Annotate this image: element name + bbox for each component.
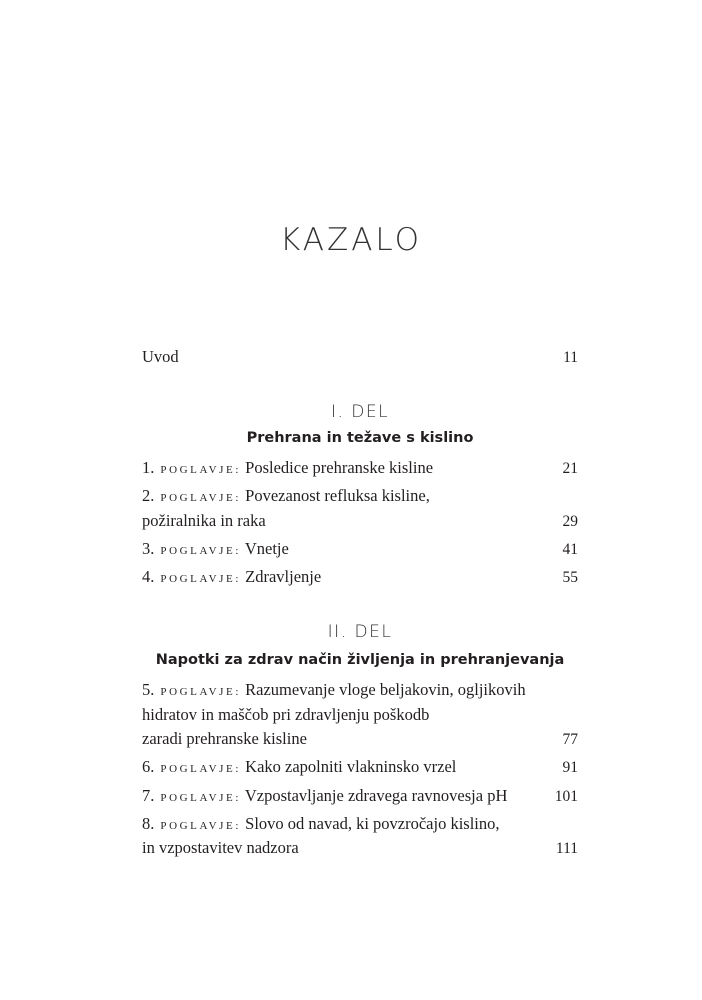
toc-entry-chapter-6[interactable] [142,756,578,780]
chapter-title: Slovo od navad, ki povzročajo kislino, [245,814,500,833]
toc-entry-chapter-8[interactable] [142,813,578,837]
toc-entry-label: Uvod [142,347,179,366]
chapter-title: Zdravljenje [245,567,322,586]
chapter-title-cont: hidratov in maščob pri zdravljenju poškodb [142,705,430,724]
toc-page-number: 55 [562,569,578,586]
toc-page-number: 77 [562,731,578,748]
chapter-word: POGLAVJE: [160,573,242,585]
chapter-number: 6. [142,757,155,776]
toc-entry-chapter-7[interactable] [142,785,578,809]
toc-entry-chapter-5-cont[interactable] [142,728,578,751]
toc-entry-chapter-5-cont[interactable] [142,704,578,726]
toc-entry-chapter-2[interactable] [142,485,578,509]
chapter-title: Vnetje [244,539,289,558]
toc-entry-chapter-8-cont[interactable] [142,837,578,860]
toc-page-number: 41 [562,541,578,558]
chapter-word: POGLAVJE: [160,820,242,832]
chapter-number: 2. [142,486,155,505]
part-heading: I. DEL [330,402,390,422]
chapter-word: POGLAVJE: [160,545,242,557]
chapter-word: POGLAVJE: [160,464,242,476]
chapter-number: 1. [142,458,155,477]
chapter-number: 5. [142,680,155,699]
chapter-number: 7. [142,786,155,805]
chapter-title: Vzpostavljanje zdravega ravnovesja pH [244,786,508,805]
chapter-number: 4. [142,567,155,586]
chapter-title: Povezanost refluksa kisline, [245,486,430,505]
chapter-word: POGLAVJE: [160,686,242,698]
toc-entry-chapter-3[interactable] [142,538,578,562]
toc-page-number: 111 [555,840,578,857]
chapter-title: Kako zapolniti vlakninsko vrzel [245,757,457,776]
part-heading: II. DEL [327,622,393,642]
chapter-title: Posledice prehranske kisline [245,458,434,477]
chapter-word: POGLAVJE: [160,792,242,804]
toc-entry-chapter-5[interactable] [142,679,578,703]
toc-page-number: 101 [554,788,578,805]
chapter-word: POGLAVJE: [160,492,242,504]
toc-entry-intro[interactable] [142,346,578,369]
chapter-title-cont: požiralnika in raka [142,511,266,530]
toc-page-number: 11 [563,349,578,366]
page-title: KAZALO [280,222,422,258]
toc-page-number: 21 [562,460,578,477]
toc-entry-chapter-2-cont[interactable] [142,510,578,533]
chapter-number: 8. [142,814,155,833]
part-subtitle: Napotki za zdrav način življenja in prehranjevanja [155,652,565,668]
part-subtitle: Prehrana in težave s kislino [246,430,474,446]
toc-entry-chapter-4[interactable] [142,566,578,590]
chapter-title: Razumevanje vloge beljakovin, ogljikovih [245,680,526,699]
chapter-title-cont: in vzpostavitev nadzora [142,838,299,857]
chapter-word: POGLAVJE: [160,763,242,775]
chapter-title-cont: zaradi prehranske kisline [142,729,307,748]
toc-page-number: 91 [562,759,578,776]
toc-entry-chapter-1[interactable] [142,457,578,481]
toc-page-number: 29 [562,513,578,530]
chapter-number: 3. [142,539,155,558]
